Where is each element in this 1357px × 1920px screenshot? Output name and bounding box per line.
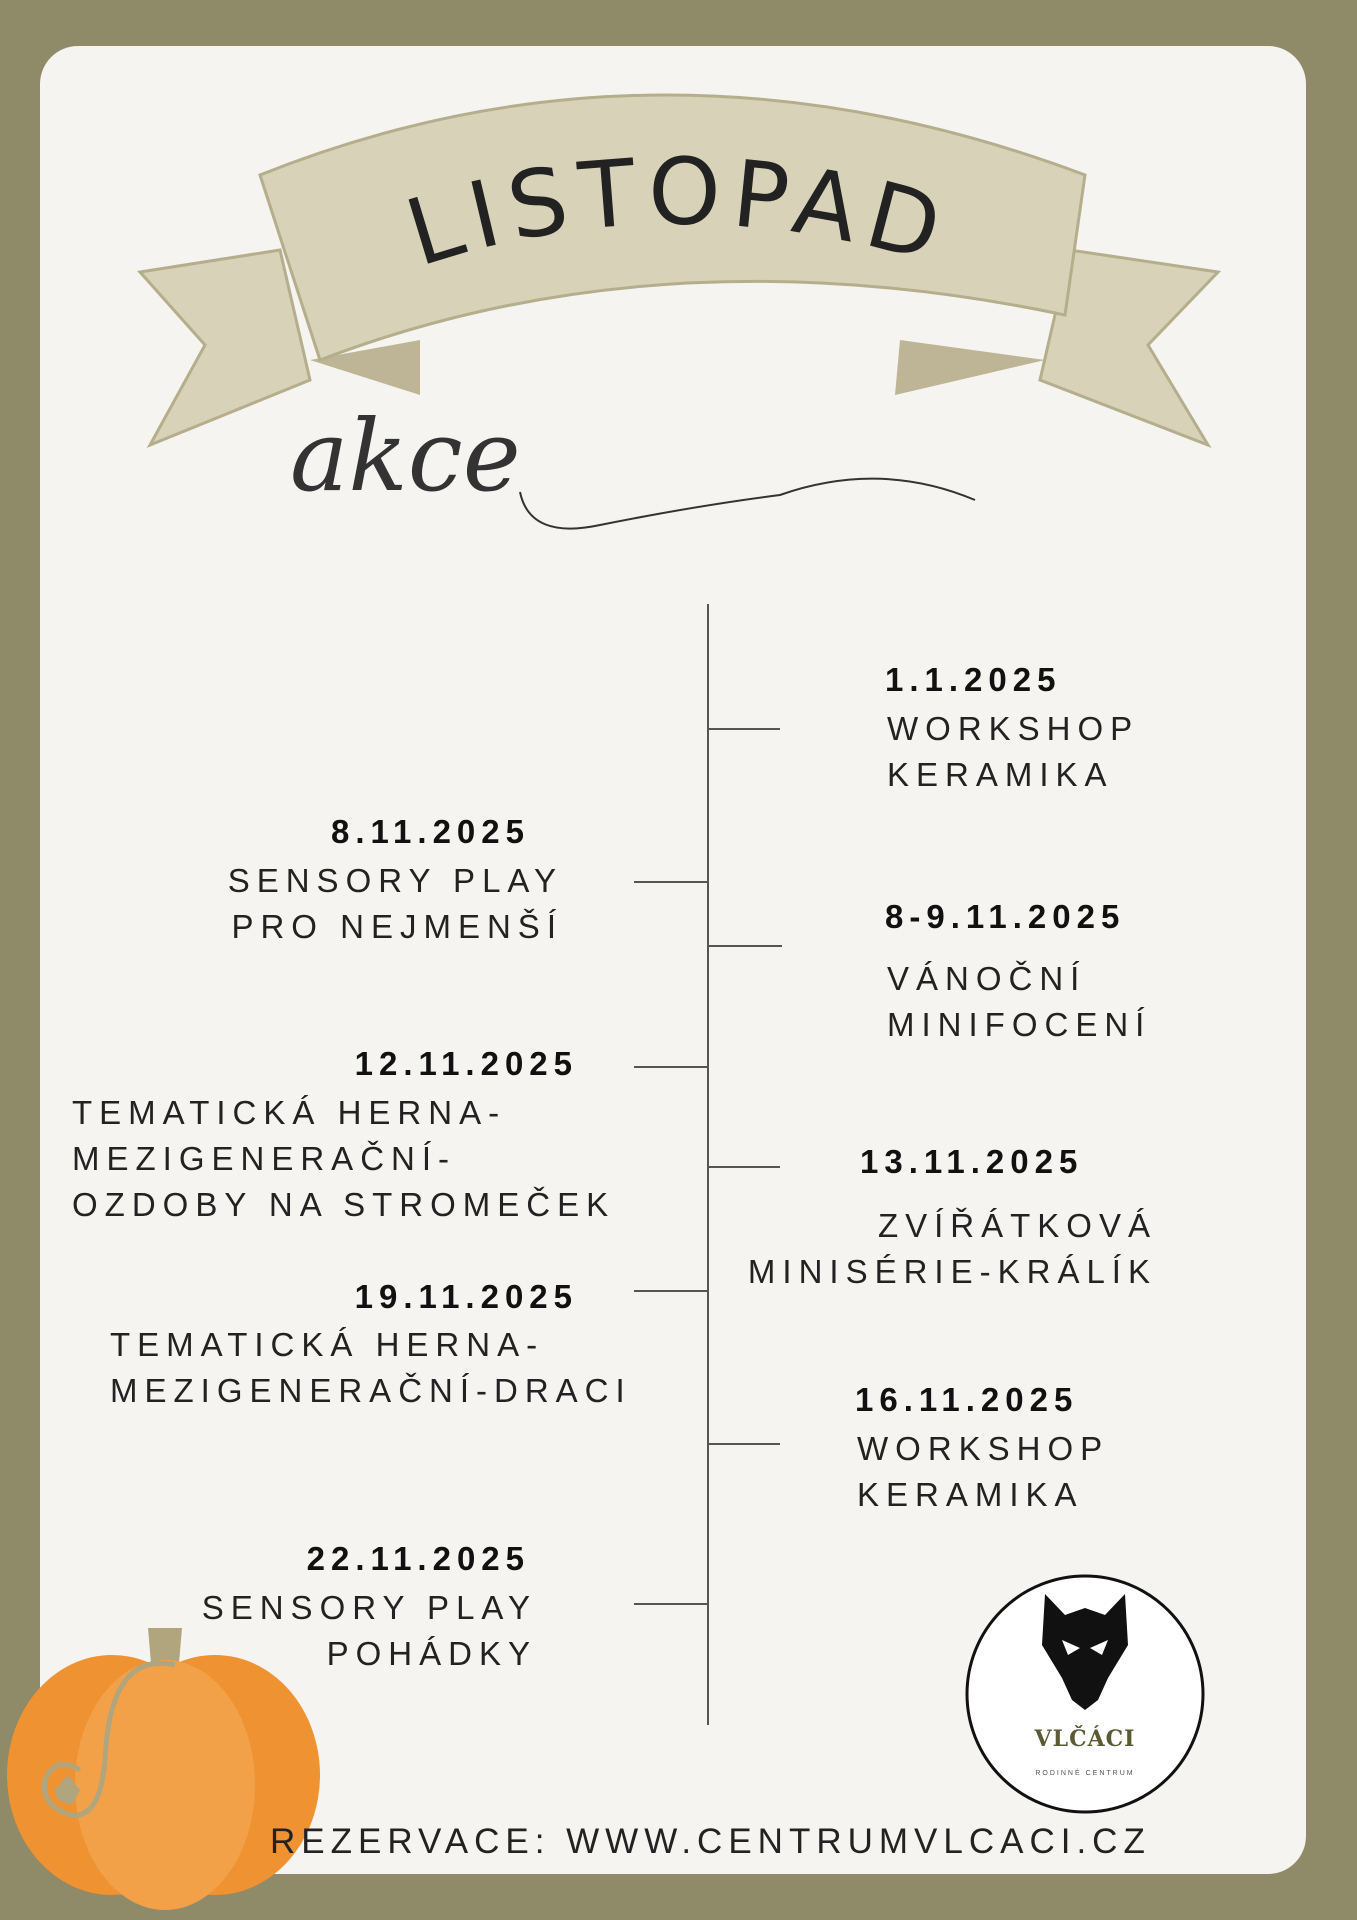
title-ribbon-text <box>0 0 1357 520</box>
event-desc: WORKSHOP KERAMIKA <box>887 710 1140 793</box>
page-subtitle: akce <box>290 400 521 514</box>
logo-tagline: RODINNÉ CENTRUM <box>1035 1770 1135 1777</box>
event-desc: SENSORY PLAY PRO NEJMENŠÍ <box>227 862 563 945</box>
event-desc: TEMATICKÁ HERNA- MEZIGENERAČNÍ- OZDOBY NA STROMEČEK <box>72 1094 616 1223</box>
event-date: 19.11.2025 <box>354 1278 578 1315</box>
reservation-footer[interactable]: REZERVACE: WWW.CENTRUMVLCACI.CZ <box>270 1822 1151 1861</box>
event-desc: SENSORY PLAY POHÁDKY <box>201 1589 537 1672</box>
logo-name: VLČÁCI <box>1034 1726 1136 1752</box>
event-date: 8-9.11.2025 <box>885 898 1126 935</box>
event-date: 1.1.2025 <box>885 661 1062 698</box>
event-date: 22.11.2025 <box>306 1540 530 1577</box>
event-desc: ZVÍŘÁTKOVÁ MINISÉRIE-KRÁLÍK <box>747 1207 1157 1290</box>
event-date: 12.11.2025 <box>354 1045 578 1082</box>
event-date: 16.11.2025 <box>855 1381 1079 1418</box>
page-title: LISTOPAD <box>394 138 962 288</box>
event-desc: VÁNOČNÍ MINIFOCENÍ <box>887 960 1152 1043</box>
timeline <box>634 604 782 1725</box>
event-date: 8.11.2025 <box>331 813 530 850</box>
event-desc: WORKSHOP KERAMIKA <box>857 1430 1110 1513</box>
svg-text:LISTOPAD <box>395 138 961 287</box>
event-desc: TEMATICKÁ HERNA- MEZIGENERAČNÍ-DRACI <box>110 1326 632 1409</box>
event-date: 13.11.2025 <box>860 1143 1084 1180</box>
